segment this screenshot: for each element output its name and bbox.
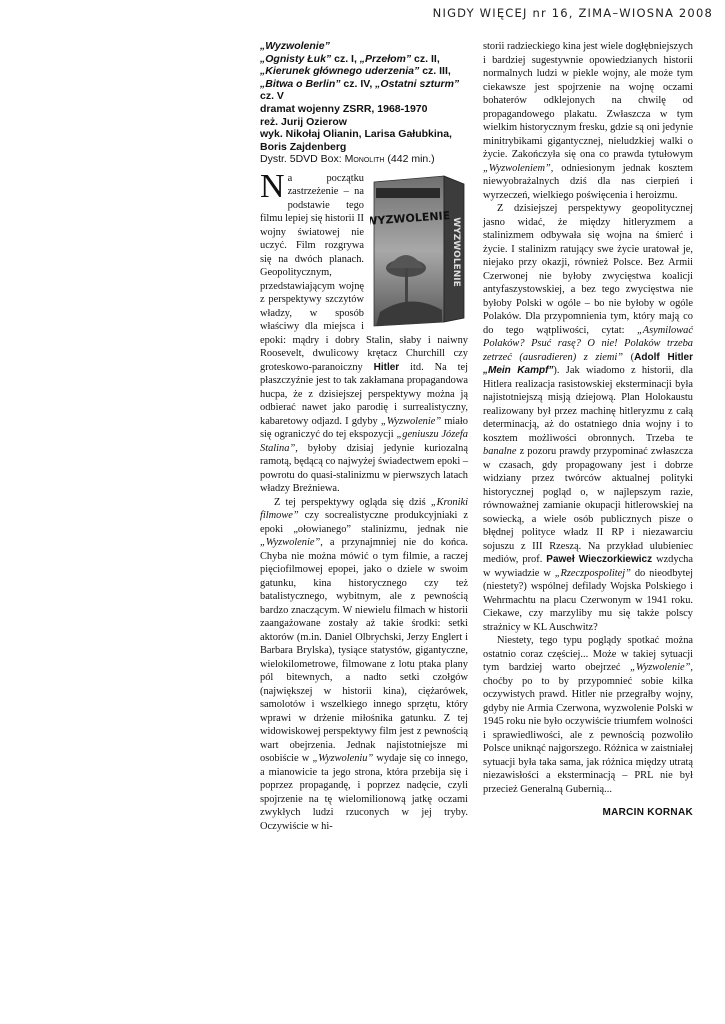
film-title: „Wyzwolenie”	[260, 40, 330, 52]
film-genre: dramat wojenny ZSRR, 1968-1970	[260, 102, 428, 115]
right-paragraph-3: Niestety, tego typu poglądy spotkać można ostatnio coraz częściej... Może w takiej sytuacji tym bardziej warto obejrzeć „Wyzwolenie”, choćby po to by przypomnieć sobie kilka oczywistych prawd. Hitler nie przegrałby wojny, gdyby nie Armia Czerwona, wyzwolenie Polski w 1945 roku nie było oczywiście triumfem wolności i sprawiedliwości, ale z pewnością pozwoliło Polsce uniknąć najgorszego. Różnica w zaistniałej sytuacji była taka sama, jak różnica między utratą niezawisłości a eksterminacją – PRL nie był przecież Generalną Gubernią...	[483, 635, 693, 795]
right-paragraph-2: Z dzisiejszej perspektywy geopolitycznej jasno widać, że między hitleryzmem a stalinizmem odbywała się wojna na śmierć i życie. I stalinizm ratujący swe życie uratował je, niejako przy okazji, również Polsce. Bez Armii Czerwonej nie byłoby zwycięstwa koalicji antyfaszystowskiej, a bez tego zwycięstwa nie byłoby Polski w ogóle – bo nie byłoby w ogóle Polaków. Dla przypomnienia tym, który mają co do tego wątpliwości, cytat: „Asymilować Polaków? Psuć rasę? O nie! Polaków trzeba zetrzeć (ausradieren) z ziemi” (Adolf Hitler „Mein Kampf”). Jak wiadomo z historii, dla Hitlera realizacja rasistowskiej eksterminacji była najistotniejszą misją dziejową. Plan Holokaustu realizowany był przez machinę hitleryzmu z całą determinacją, aż do ostatniego dnia wojny i to kosztem możliwości obronnych. Trzeba te banalne z pozoru prawdy przypominać zwłaszcza w czasach, gdy propagowany jest i dobrze widziany przez twórców aktualnej polityki historycznej pogląd o, w najlepszym razie, równoważnej zamianie okupacji hitlerowskiej na sowiecką, a wiele osób publicznych pisze o błędnej polityce władz II RP i niezawarciu sojuszu z III Rzeszą. Na przykład ulubieniec mediów, prof. Paweł Wieczorkiewicz wzdycha w wywiadzie w „Rzeczpospolitej” do nieodbytej (niestety?) wspólnej defilady Wojska Polskiego i Wehrmachtu na placu Czerwonym w 1941 roku. Ciekawe, czy marzyliby mu się także polscy strażnicy w KL Auschwitz?	[483, 203, 694, 633]
film-director: reż. Jurij Ozierow	[260, 115, 347, 128]
running-head: NIGDY WIĘCEJ nr 16, ZIMA–WIOSNA 2008	[432, 6, 713, 20]
cover-title-text: WYZWOLENIE	[370, 209, 451, 228]
drop-cap: N	[260, 167, 285, 205]
left-paragraph-2: Z tej perspektywy ogląda się dziś „Kroniki filmowe” czy socrealistyczne produkcyjniaki z epoki „ołowianego” stalinizmu, jednak nie „Wyzwolenie”, a przynajmniej nie do końca. Chyba nie można mówić o tym filmie, a raczej pięciofilmowej epopei, jako o dziele w swoim gatunku, kina historycznego czy też batalistycznego, wybitnym, ale z pewnością bardzo znaczącym. W niewielu filmach w historii zaangażowane zostały aż takie środki: setki aktorów (m.in. Daniel Olbrychski, Jerzy Englert i Barbara Brylska), tysiące statystów, gigantyczne, wielokilometrowe, filmowane z lotu ptaka plany pól bitewnych, a nadto setki czołgów (największej w historii kina), ciężarówek, samolotów i wszelkiego innego sprzętu, który wprawi w drżenie miłośnika gatunku. Z tej widowiskowej perspektywy film jest z pewnością wart obejrzenia. Jednak najistotniejsze mi osobiście w „Wyzwoleniu” wydaje się co innego, a mianowicie ta jego strona, która przebija się i poprzez propagandę, i poprzez nadęcie, czyli spojrzenie na tę wielomilionową jatkę oczami zwykłych ludzi rzuconych w jej tryby. Oczywiście w hi-	[260, 496, 469, 832]
spine-title-text: WYZWOLENIE	[451, 217, 461, 287]
left-column	[260, 40, 468, 833]
film-cast: wyk. Nikołaj Olianin, Larisa Gałubkina, Boris Zajdenberg	[260, 128, 452, 153]
film-parts: „Ognisty Łuk” cz. I, „Przełom” cz. II, „Kierunek głównego uderzenia” cz. III, „Bitwa o Berlin” cz. IV, „Ostatni szturm” cz. V	[260, 52, 460, 103]
right-column	[483, 40, 693, 820]
film-credits	[260, 40, 468, 166]
dvd-box-illustration	[370, 172, 468, 332]
right-paragraph-1: storii radzieckiego kina jest wiele dogłębniejszych i bardziej sugestywnie opowiedzianych historii normalnych ludzi w piekle wojny, ale może tym ciekawsze jest spojrzenie na wojnę oczami bohaterów odklejonych na chwilę od propagandowego plakatu. Zwłaszcza w tym wielkim historycznym fresku, gdzie są oni jedynie minitrybikami gigantycznej, nieludzkiej walki o życie. Zakończyła się ona co prawda tytułowym „Wyzwoleniem”, odniesionym jednak kosztem niewyobrażalnych dziś dla nas cierpień i wyrzeczeń, wielkiego poświęcenia i heroizmu.	[483, 41, 693, 201]
left-paragraph-1: Na początku zastrzeżenie – na podstawie tego filmu lepiej się historii II wojny światowej nie uczyć. Film rozgrywa się na dwóch planach. Geopolitycznym, przedstawiającym wojnę z perspektywy szczytów władzy, w sposób właściwy dla miejsca i epoki: mądry i dobry Stalin, słaby i naiwny Roosevelt, dwulicowy krętacz Churchill czy groteskowo-paranoiczny Hitler itd. Na tej płaszczyźnie jest to tak zakłamana propagandowa hucpa, że z dzisiejszej perspektywy można ją odbierać nawet jako parodię i surrealistyczny, kabaretowy odjazd. I gdyby „Wyzwolenie” miało się ograniczyć do tej ekspozycji „geniuszu Józefa Stalina”, byłoby dzisiaj jedynie kuriozalną ramotą, będącą co najwyżej świadectwem epoki – powrotu do quasi-stalinizmu w pierwszych latach władzy Breżniewa.	[260, 167, 469, 495]
author-signature: MARCIN KORNAK	[602, 807, 693, 818]
film-distribution: Dystr. 5DVD Box: Monolith (442 min.)	[260, 153, 435, 166]
dvd-box-cover-image	[370, 172, 468, 332]
